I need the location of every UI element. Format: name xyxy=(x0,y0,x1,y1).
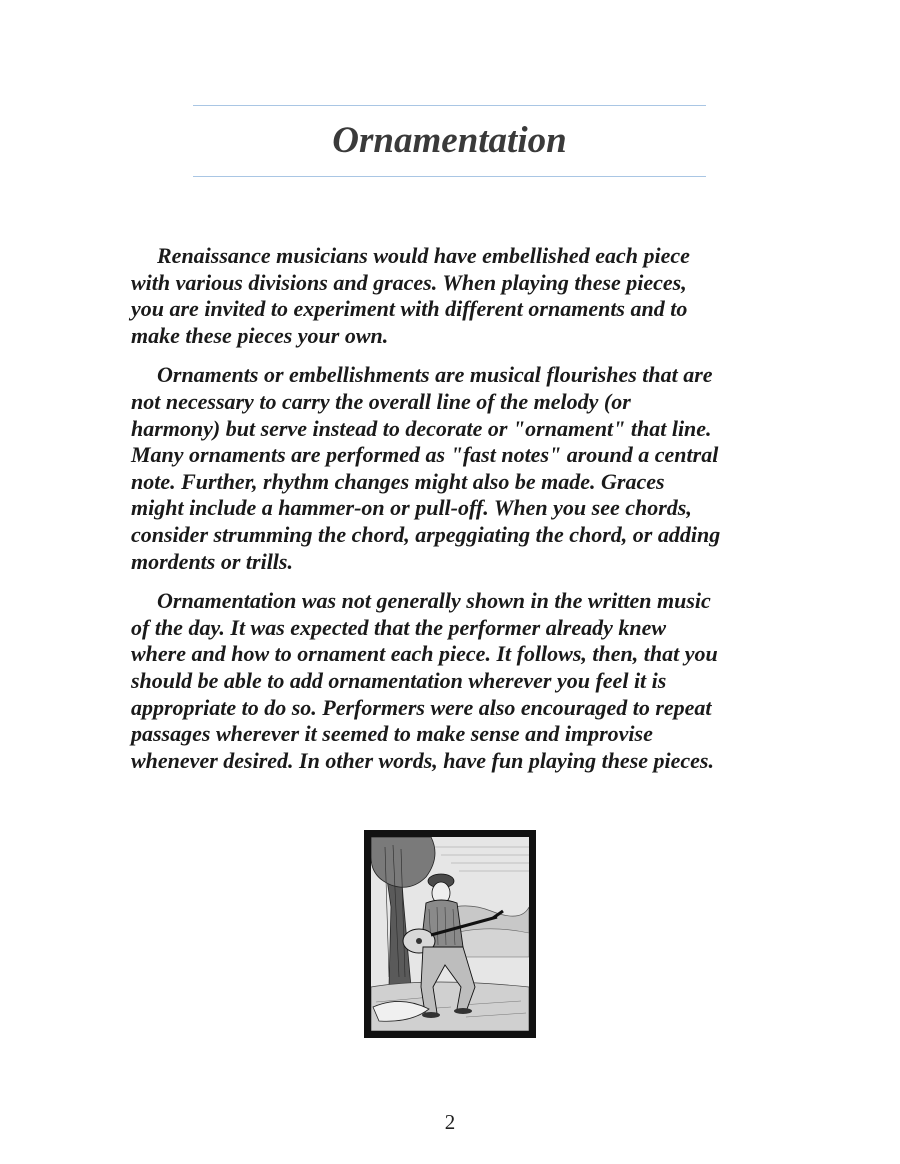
page-number: 2 xyxy=(444,1110,456,1134)
lute-player-illustration xyxy=(364,830,536,1038)
body-text xyxy=(131,243,776,787)
page-title: Ornamentation xyxy=(332,120,567,161)
paragraph-1: Renaissance musicians would have embellished each piece with various divisions and graces. When playing these pieces, you are invited to experiment with different ornaments and to make these pieces your own. xyxy=(131,243,690,348)
paragraph-2: Ornaments or embellishments are musical flourishes that are not necessary to carry the overall line of the melody (or harmony) but serve instead to decorate or "ornament" that line. Many ornaments are performed as "fast notes" around a central note. Further, rhythm changes might also be made. Graces might include a hammer-on or pull-off. When you see chords, consider strumming the chord, arpeggiating the chord, or adding mordents or trills. xyxy=(131,362,721,574)
title-rule-bottom xyxy=(193,176,706,177)
paragraph-3: Ornamentation was not generally shown in the written music of the day. It was expected that the performer already knew where and how to ornament each piece. It follows, then, that you should be able to add ornamentation wherever you feel it is appropriate to do so. Performers were also encouraged to repeat passages wherever it seemed to make sense and improvise whenever desired. In other words, have fun playing these pieces. xyxy=(131,588,718,773)
title-rule-top xyxy=(193,105,706,106)
lute-player-engraving xyxy=(371,837,529,1031)
